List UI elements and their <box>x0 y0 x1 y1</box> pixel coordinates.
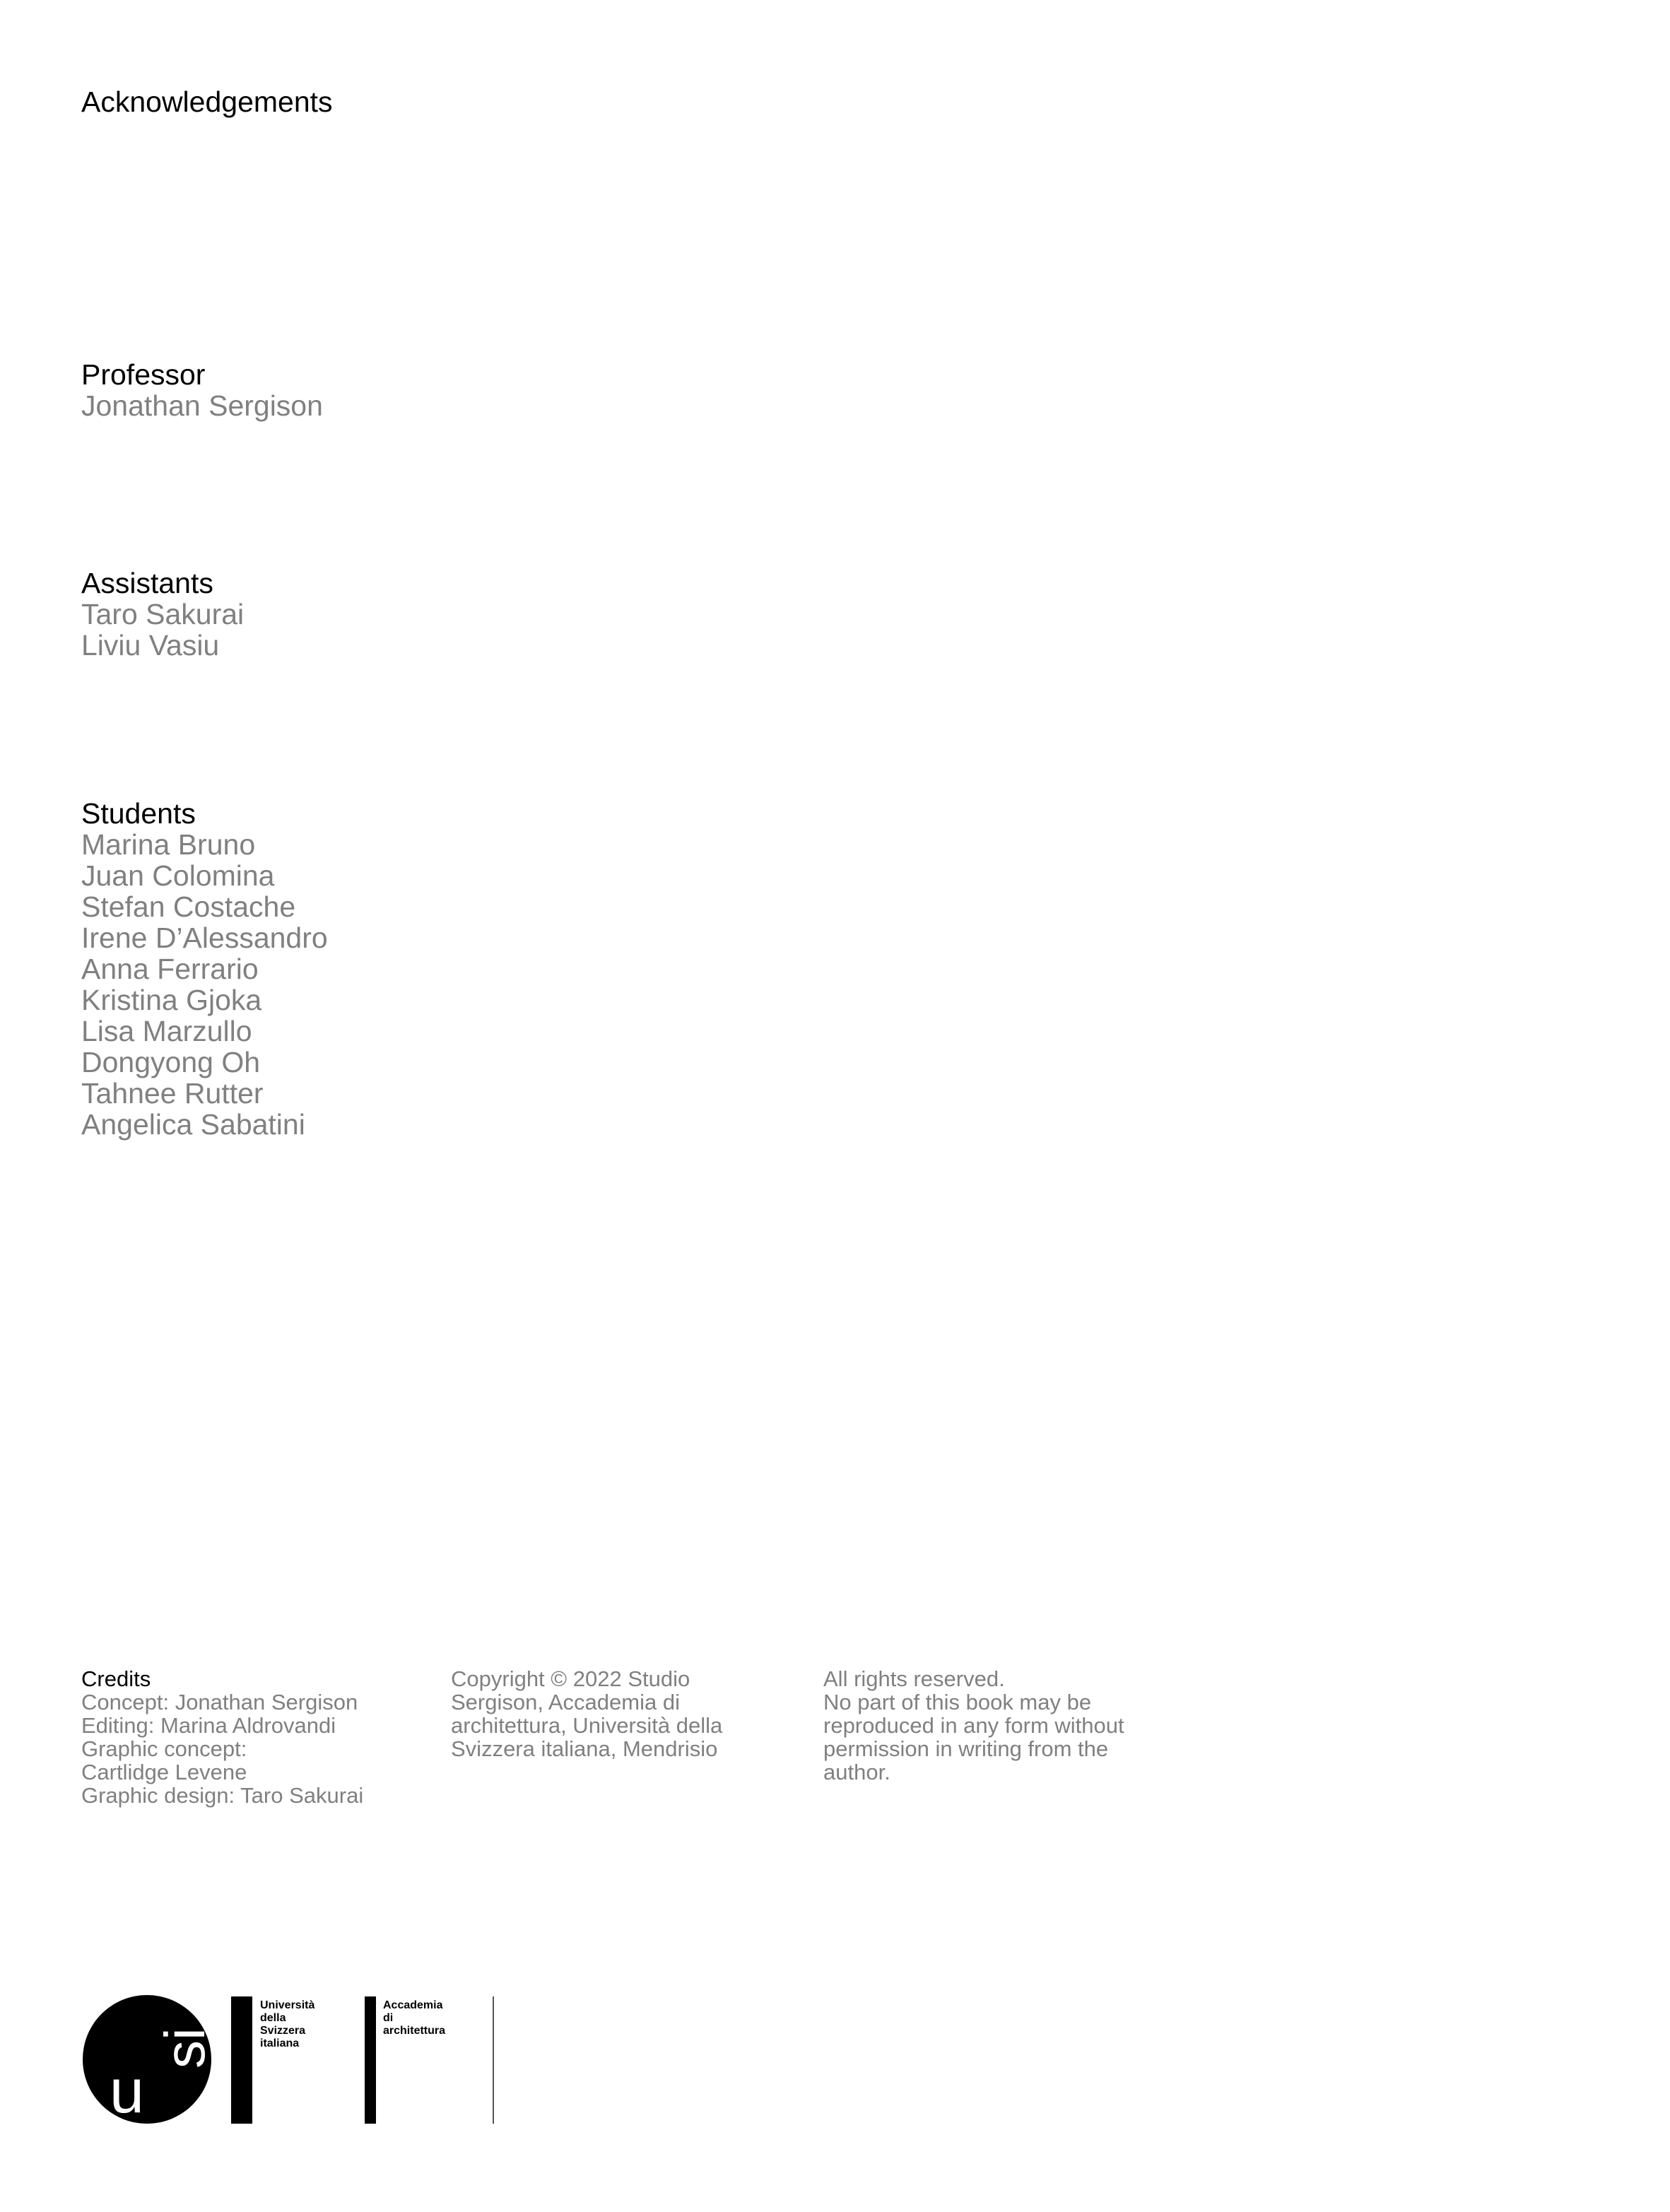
usi-letter-u: u <box>110 2056 144 2124</box>
credits-line: Graphic concept: <box>81 1736 247 1761</box>
student-name: Kristina Gjoka <box>81 984 262 1016</box>
academy-name <box>383 1999 445 2037</box>
academy-line: di <box>383 2012 394 2024</box>
assistants-heading: Assistants <box>81 567 213 599</box>
assistant-name: Taro Sakurai <box>81 598 245 630</box>
university-bar <box>231 1996 252 2124</box>
university-name <box>260 1999 314 2050</box>
page-title: Acknowledgements <box>81 86 333 118</box>
rights-line: No part of this book may be <box>823 1690 1092 1714</box>
university-line: della <box>260 2012 286 2024</box>
copyright-line: Sergison, Accademia di <box>451 1690 680 1714</box>
usi-logo <box>83 1995 211 2124</box>
credits-line: Concept: Jonathan Sergison <box>81 1690 358 1714</box>
academy-line: architettura <box>383 2025 446 2037</box>
university-line: italiana <box>260 2037 300 2049</box>
student-name: Dongyong Oh <box>81 1046 261 1078</box>
logo-divider <box>493 1996 494 2124</box>
assistant-name: Liviu Vasiu <box>81 629 220 661</box>
assistants-section <box>81 567 244 661</box>
student-name: Juan Colomina <box>81 859 275 892</box>
university-line: Università <box>260 1999 315 2011</box>
student-name: Lisa Marzullo <box>81 1015 252 1047</box>
rights-line: reproduced in any form without <box>823 1713 1124 1738</box>
credits-line: Graphic design: Taro Sakurai <box>81 1783 364 1808</box>
professor-heading: Professor <box>81 358 206 391</box>
rights-line: permission in writing from the <box>823 1736 1109 1761</box>
usi-circle-logo <box>83 1995 211 2124</box>
students-heading: Students <box>81 797 196 830</box>
usi-letters-si: si <box>153 2028 211 2069</box>
professor-section <box>81 359 323 421</box>
copyright-line: Copyright © 2022 Studio <box>451 1666 690 1691</box>
rights-line: author. <box>823 1760 890 1784</box>
credits-line: Cartlidge Levene <box>81 1760 247 1784</box>
university-line: Svizzera <box>260 2025 306 2037</box>
student-name: Stefan Costache <box>81 890 296 923</box>
credits-line: Editing: Marina Aldrovandi <box>81 1713 336 1738</box>
student-name: Irene D’Alessandro <box>81 922 328 954</box>
student-name: Angelica Sabatini <box>81 1108 305 1141</box>
professor-name: Jonathan Sergison <box>81 389 323 422</box>
student-name: Marina Bruno <box>81 828 256 861</box>
copyright-line: Svizzera italiana, Mendrisio <box>451 1736 718 1761</box>
copyright-block <box>451 1667 722 1760</box>
copyright-line: architettura, Università della <box>451 1713 723 1738</box>
student-name: Tahnee Rutter <box>81 1077 264 1110</box>
students-section <box>81 798 328 1140</box>
rights-block <box>823 1667 1124 1784</box>
academy-bar <box>365 1996 376 2124</box>
credits-block <box>81 1667 363 1807</box>
academy-line: Accademia <box>383 1999 443 2011</box>
student-name: Anna Ferrario <box>81 953 259 985</box>
rights-line: All rights reserved. <box>823 1666 1005 1691</box>
credits-heading: Credits <box>81 1666 151 1691</box>
